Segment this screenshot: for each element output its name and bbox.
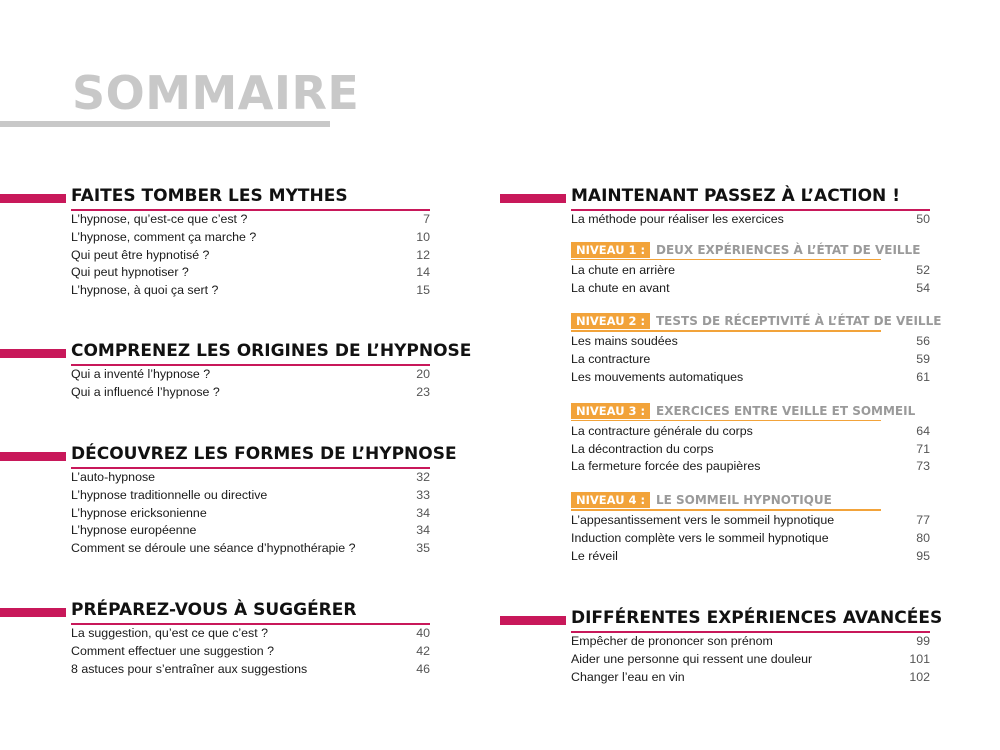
toc-entry[interactable]: L’hypnose, à quoi ça sert ? 15 xyxy=(71,282,430,300)
toc-entry[interactable]: La chute en arrière 52 xyxy=(571,262,930,280)
toc-entry[interactable]: La décontraction du corps 71 xyxy=(571,441,930,459)
level-underline xyxy=(571,509,881,511)
toc-entry[interactable]: L’hypnose traditionnelle ou directive 33 xyxy=(71,487,430,505)
section-marker xyxy=(0,194,66,203)
toc-entry[interactable]: La contracture générale du corps 64 xyxy=(571,423,930,441)
section-header xyxy=(0,443,457,469)
toc-entry[interactable]: L’hypnose européenne 34 xyxy=(71,522,430,540)
section-title: PRÉPAREZ-VOUS À SUGGÉRER xyxy=(71,600,357,620)
page-number: 71 xyxy=(916,441,930,456)
page-number: 12 xyxy=(416,247,430,262)
level-badge: NIVEAU 2 : xyxy=(571,313,650,329)
page-number: 42 xyxy=(416,643,430,658)
page-number: 50 xyxy=(916,212,930,226)
toc-entry[interactable]: L’auto-hypnose 32 xyxy=(71,469,430,487)
page-number: 20 xyxy=(416,367,430,381)
page-number: 15 xyxy=(416,283,430,298)
section-marker xyxy=(500,194,566,203)
level-underline xyxy=(571,259,881,261)
level-header xyxy=(571,491,930,511)
section-origines xyxy=(0,340,472,402)
page-title: SOMMAIRE xyxy=(72,66,360,120)
page-number: 95 xyxy=(916,548,930,563)
toc-entry[interactable]: Qui peut être hypnotisé ? 12 xyxy=(71,247,430,265)
level-badge: NIVEAU 1 : xyxy=(571,242,650,258)
page-number: 61 xyxy=(916,369,930,384)
toc-entry[interactable]: L’appesantissement vers le sommeil hypnotique 77 xyxy=(571,512,930,530)
section-marker xyxy=(0,349,66,358)
section-mythes xyxy=(0,185,430,300)
section-title: DIFFÉRENTES EXPÉRIENCES AVANCÉES xyxy=(571,608,943,628)
level-badge: NIVEAU 3 : xyxy=(571,403,650,419)
section-header xyxy=(0,599,430,625)
section-title: COMPRENEZ LES ORIGINES DE L’HYPNOSE xyxy=(71,341,472,361)
page-number: 59 xyxy=(916,352,930,367)
page-number: 34 xyxy=(416,505,430,520)
page-number: 32 xyxy=(416,470,430,484)
toc-entry[interactable]: La contracture 59 xyxy=(571,351,930,369)
toc-entry[interactable]: L’hypnose, qu’est-ce que c’est ? 7 xyxy=(71,211,430,229)
page-number: 54 xyxy=(916,280,930,295)
toc-entry[interactable]: La chute en avant 54 xyxy=(571,280,930,298)
toc-entry[interactable]: Qui peut hypnotiser ? 14 xyxy=(71,264,430,282)
page-number: 35 xyxy=(416,541,430,556)
toc-entry[interactable]: Le réveil 95 xyxy=(571,548,930,566)
toc-entry[interactable]: 8 astuces pour s’entraîner aux suggestions 46 xyxy=(71,661,430,679)
toc-entry[interactable]: L’hypnose, comment ça marche ? 10 xyxy=(71,229,430,247)
section-header xyxy=(0,185,430,211)
section-marker xyxy=(0,608,66,617)
level-underline xyxy=(571,420,881,422)
toc-entry[interactable]: Les mouvements automatiques 61 xyxy=(571,369,930,387)
level-badge: NIVEAU 4 : xyxy=(571,492,650,508)
level-title: TESTS DE RÉCEPTIVITÉ À L’ÉTAT DE VEILLE xyxy=(656,314,942,329)
page-number: 46 xyxy=(416,661,430,676)
toc-entry[interactable]: Changer l’eau en vin 102 xyxy=(571,669,930,687)
level-header xyxy=(571,241,930,261)
section-suggerer xyxy=(0,599,430,678)
section-avancees xyxy=(500,607,943,686)
toc-entry[interactable]: La méthode pour réaliser les exercices 50 xyxy=(571,211,930,229)
toc-entry[interactable]: Empêcher de prononcer son prénom 99 xyxy=(571,633,930,651)
page-number: 64 xyxy=(916,423,930,438)
level-underline xyxy=(571,330,881,332)
page-number: 52 xyxy=(916,262,930,277)
section-marker xyxy=(500,616,566,625)
section-title: DÉCOUVREZ LES FORMES DE L’HYPNOSE xyxy=(71,444,457,464)
page-number: 102 xyxy=(909,669,930,684)
toc-entry[interactable]: La suggestion, qu’est ce que c’est ? 40 xyxy=(71,625,430,643)
page-number: 33 xyxy=(416,487,430,502)
title-underline xyxy=(0,121,330,127)
level-title: DEUX EXPÉRIENCES À L’ÉTAT DE VEILLE xyxy=(656,242,921,257)
toc-entry[interactable]: Les mains soudées 56 xyxy=(571,333,930,351)
section-formes xyxy=(0,443,457,558)
page-number: 80 xyxy=(916,530,930,545)
level-title: LE SOMMEIL HYPNOTIQUE xyxy=(656,493,832,508)
page-number: 101 xyxy=(909,651,930,666)
page-number: 10 xyxy=(416,229,430,244)
toc-entry[interactable]: Induction complète vers le sommeil hypnotique 80 xyxy=(571,530,930,548)
toc-entry[interactable]: La fermeture forcée des paupières 73 xyxy=(571,458,930,476)
toc-entry[interactable]: Qui a inventé l’hypnose ? 20 xyxy=(71,366,430,384)
level-header xyxy=(571,312,942,332)
page-number: 56 xyxy=(916,334,930,349)
level-header xyxy=(571,402,930,422)
level-title: EXERCICES ENTRE VEILLE ET SOMMEIL xyxy=(656,403,916,418)
toc-entry[interactable]: Aider une personne qui ressent une douleur 101 xyxy=(571,651,930,669)
toc-entry[interactable]: Qui a influencé l’hypnose ? 23 xyxy=(71,384,430,402)
section-header xyxy=(500,607,943,633)
section-header xyxy=(500,185,930,211)
section-title: FAITES TOMBER LES MYTHES xyxy=(71,186,348,206)
toc-entry[interactable]: Comment effectuer une suggestion ? 42 xyxy=(71,643,430,661)
toc-entry[interactable]: L’hypnose ericksonienne 34 xyxy=(71,505,430,523)
section-title: MAINTENANT PASSEZ À L’ACTION ! xyxy=(571,186,900,206)
section-header xyxy=(0,340,472,366)
section-marker xyxy=(0,452,66,461)
page-number: 73 xyxy=(916,459,930,474)
page-number: 99 xyxy=(916,634,930,648)
toc-entry[interactable]: Comment se déroule une séance d’hypnothérapie ? 35 xyxy=(71,540,430,558)
section-action xyxy=(500,185,942,566)
page-number: 23 xyxy=(416,384,430,399)
page-number: 77 xyxy=(916,513,930,528)
page-number: 14 xyxy=(416,265,430,280)
page-number: 40 xyxy=(416,626,430,640)
page-number: 7 xyxy=(423,212,430,226)
page-number: 34 xyxy=(416,523,430,538)
